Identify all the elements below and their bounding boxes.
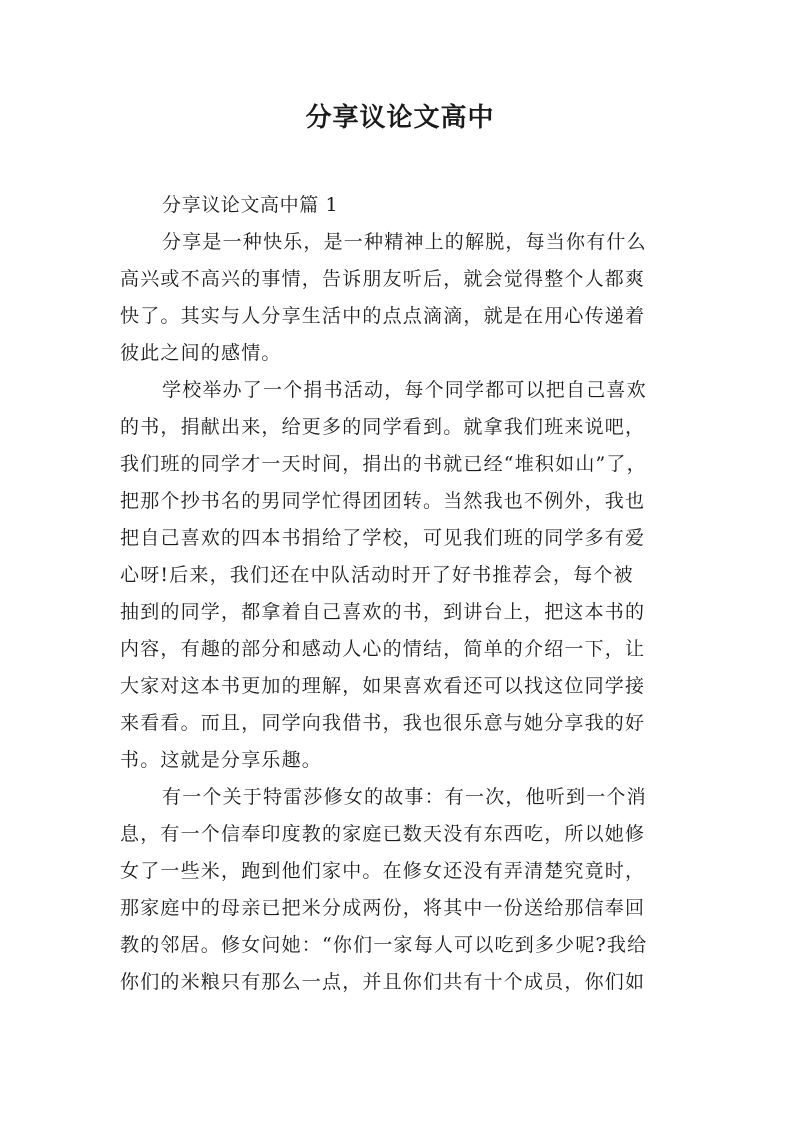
- text-line: 的书，捐献出来，给更多的同学看到。就拿我们班来说吧，: [120, 416, 646, 438]
- text-line: 有一个关于特雷莎修女的故事：有一次，他听到一个消: [162, 786, 647, 808]
- section-heading: 分享议论文高中篇 1: [162, 194, 339, 216]
- text-line: 书。这就是分享乐趣。: [120, 749, 323, 771]
- document-title: 分享议论文高中: [305, 103, 495, 133]
- text-line: 大家对这本书更加的理解，如果喜欢看还可以找这位同学接: [120, 675, 646, 697]
- text-line: 那家庭中的母亲已把米分成两份，将其中一份送给那信奉回: [120, 897, 646, 919]
- text-line: 女了一些米，跑到他们家中。在修女还没有弄清楚究竟时，: [120, 860, 646, 882]
- document-body: [120, 187, 686, 1001]
- text-line: 心呀!后来，我们还在中队活动时开了好书推荐会，每个被: [120, 564, 634, 586]
- text-line: 分享是一种快乐，是一种精神上的解脱，每当你有什么: [162, 231, 647, 253]
- text-line: 快了。其实与人分享生活中的点点滴滴，就是在用心传递着: [120, 305, 646, 327]
- text-line: 来看看。而且，同学向我借书，我也很乐意与她分享我的好: [120, 712, 646, 734]
- text-line: 抽到的同学，都拿着自己喜欢的书，到讲台上，把这本书的: [120, 601, 646, 623]
- text-line: 内容，有趣的部分和感动人心的情结，简单的介绍一下，让: [120, 638, 646, 660]
- text-line: 彼此之间的感情。: [120, 342, 282, 364]
- text-line: 我们班的同学才一天时间，捐出的书就已经“堆积如山”了，: [120, 453, 647, 475]
- text-line: 息，有一个信奉印度教的家庭已数天没有东西吃，所以她修: [120, 823, 646, 845]
- text-line: 把那个抄书名的男同学忙得团团转。当然我也不例外，我也: [120, 490, 646, 512]
- text-line: 把自己喜欢的四本书捐给了学校，可见我们班的同学多有爱: [120, 527, 646, 549]
- text-line: 高兴或不高兴的事情，告诉朋友听后，就会觉得整个人都爽: [120, 268, 646, 290]
- text-line: 学校举办了一个捐书活动，每个同学都可以把自己喜欢: [162, 379, 647, 401]
- text-line: 教的邻居。修女问她：“你们一家每人可以吃到多少呢?我给: [120, 934, 648, 956]
- text-line: 你们的米粮只有那么一点，并且你们共有十个成员，你们如: [120, 971, 646, 993]
